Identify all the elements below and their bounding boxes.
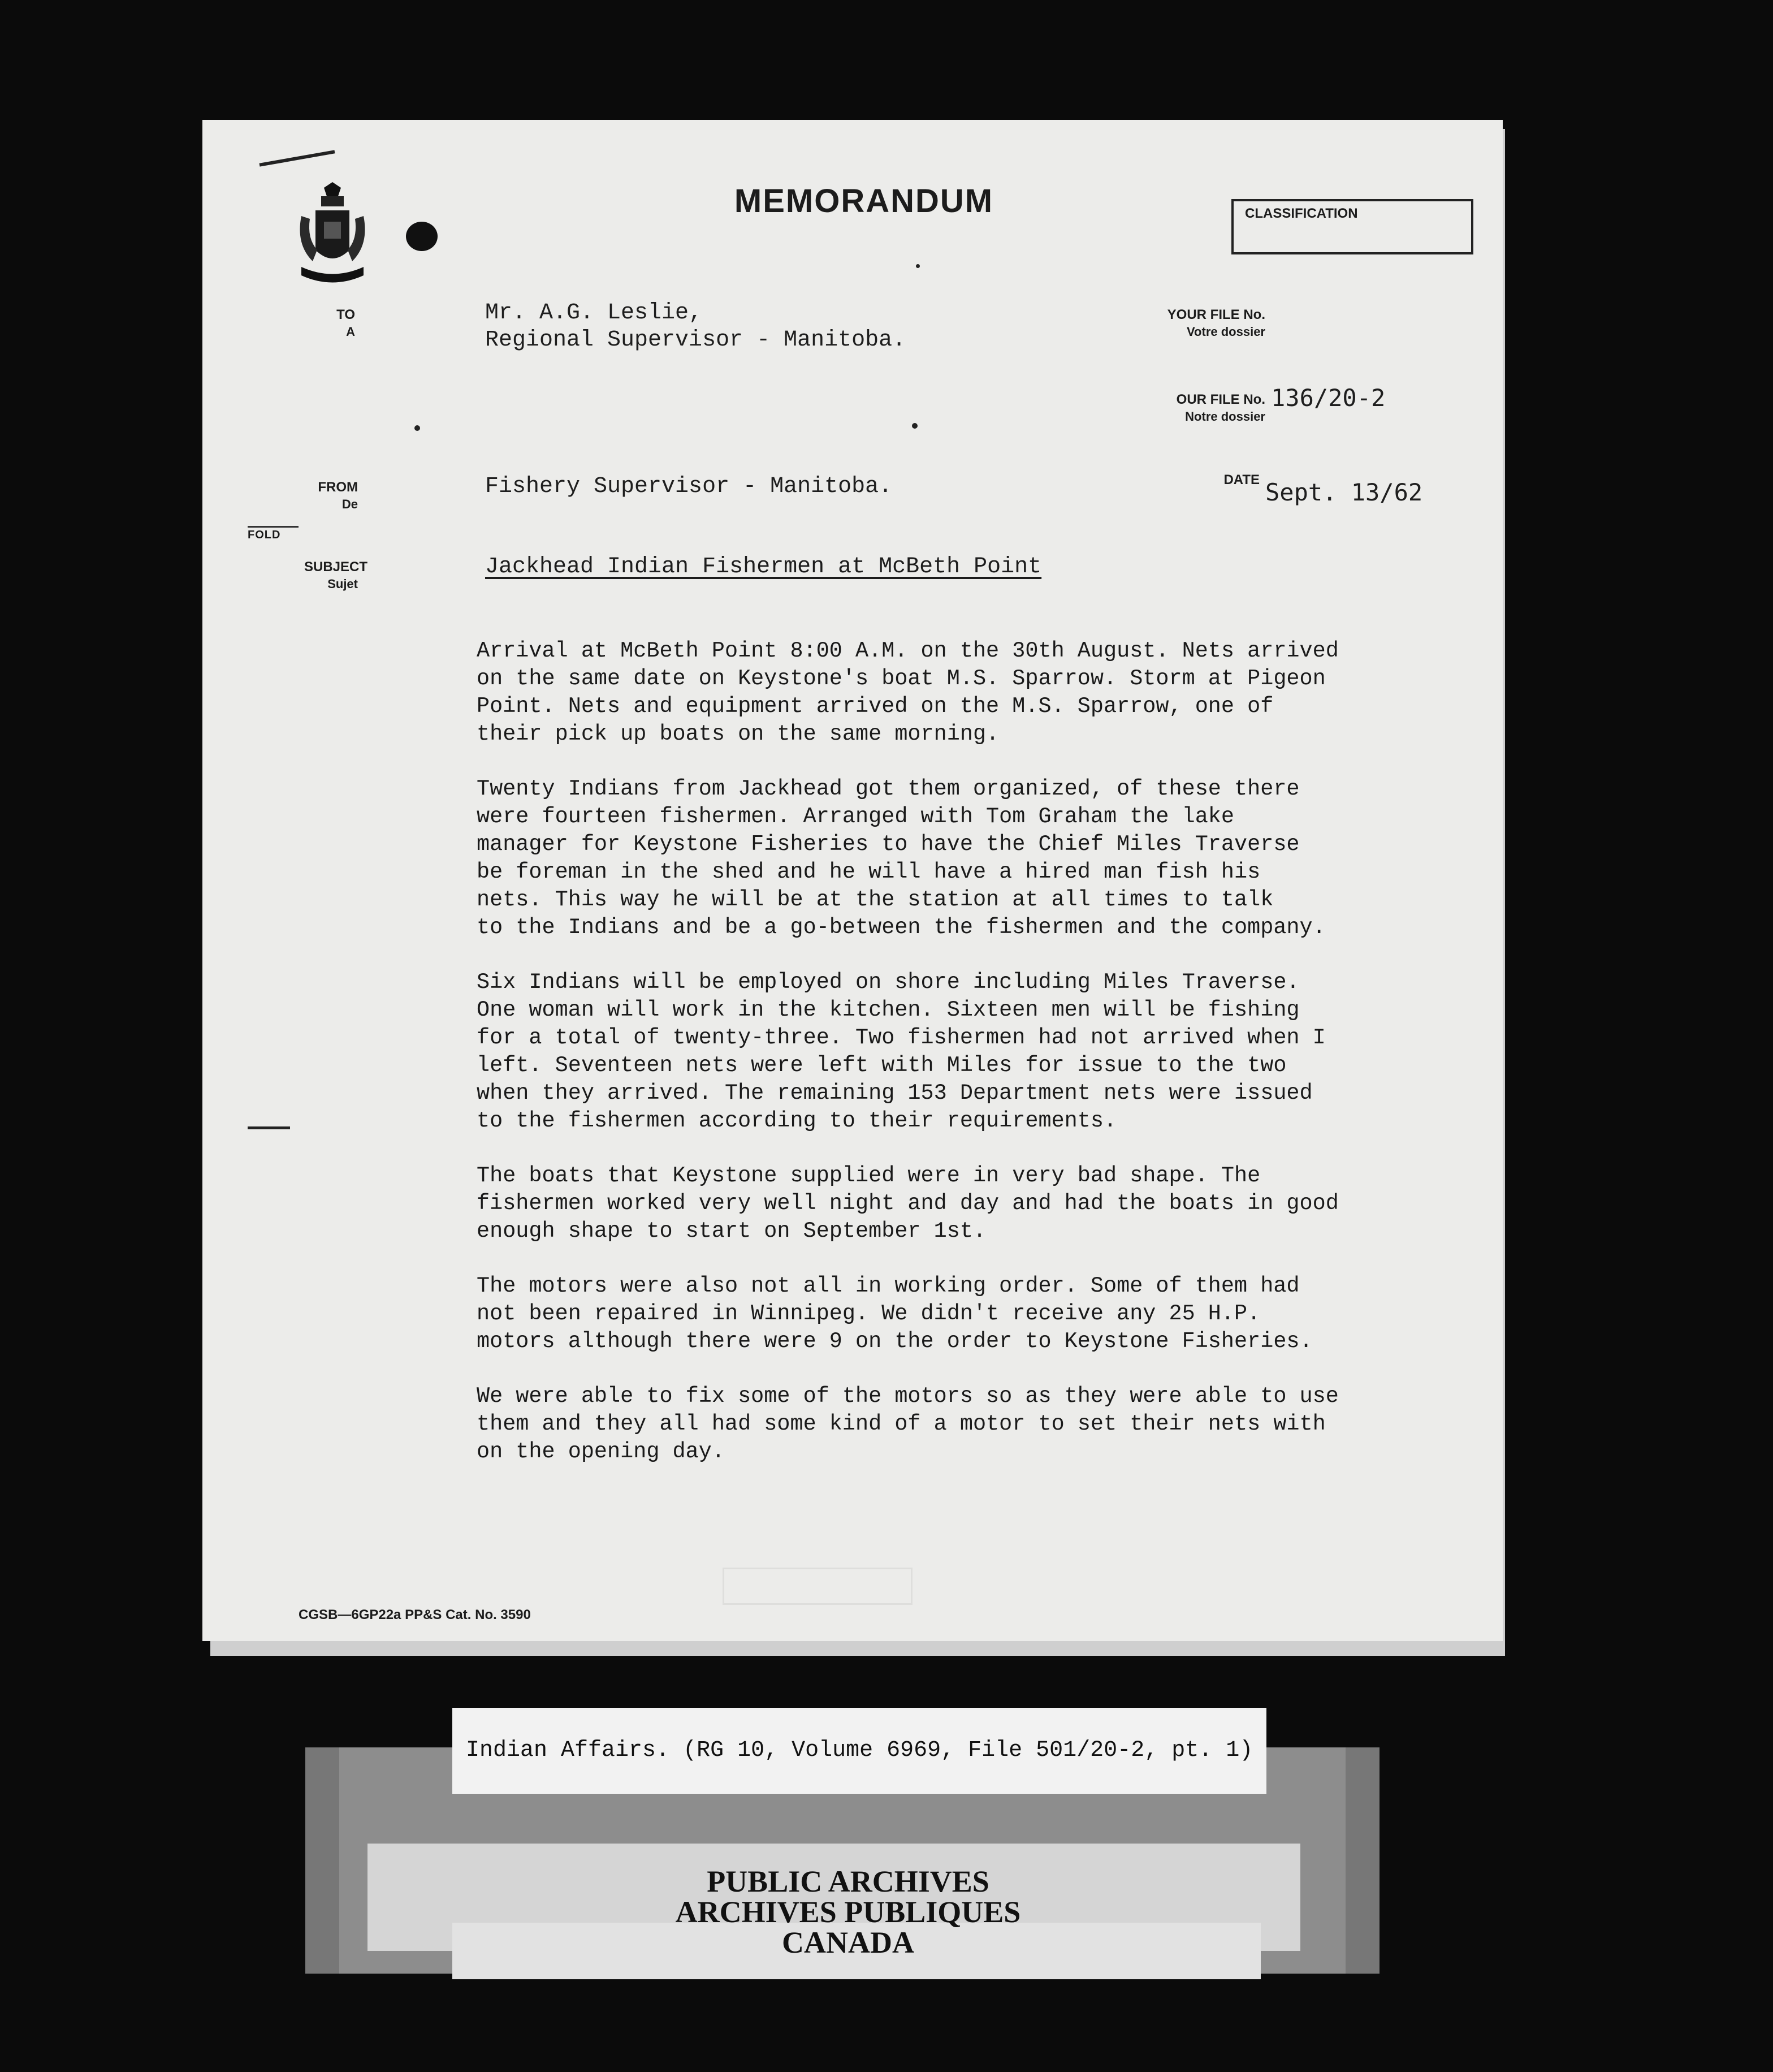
memo-body — [477, 637, 1438, 1493]
pen-mark — [248, 1126, 290, 1129]
archives-stamp — [565, 1866, 1131, 1958]
classification-box — [1231, 199, 1473, 254]
pen-mark — [260, 150, 335, 166]
ink-blot — [406, 222, 438, 251]
punch-dot — [916, 264, 920, 268]
archives-line: CANADA — [782, 1926, 914, 1959]
archives-line: PUBLIC ARCHIVES — [707, 1864, 989, 1898]
punch-dot — [414, 425, 420, 431]
archives-line: ARCHIVES PUBLIQUES — [675, 1895, 1021, 1929]
punch-dot — [912, 423, 918, 429]
body-paragraph: Six Indians will be employed on shore including Miles Traverse. One woman will work in the kitchen. Sixteen men will be fishing for a total of twenty-three. Two fishermen had not arrived when I left. Seventeen nets were left with Miles for issue to the two when they arrived. The remaining 153 Department nets were issued to the fishermen according to their requirements. — [477, 970, 1326, 1133]
from-value: Fishery Supervisor - Manitoba. — [485, 474, 893, 499]
to-label: TO A — [336, 307, 355, 339]
subject-line: Jackhead Indian Fishermen at McBeth Point — [485, 554, 1042, 580]
our-file-label: OUR FILE No. Notre dossier — [1176, 392, 1265, 424]
form-number: CGSB—6GP22a PP&S Cat. No. 3590 — [299, 1607, 531, 1622]
from-label: FROM De — [318, 480, 358, 511]
coat-of-arms-icon — [290, 182, 375, 295]
date-value: Sept. 13/62 — [1265, 478, 1423, 506]
body-paragraph: The boats that Keystone supplied were in very bad shape. The fishermen worked very well night and day and had the boats in good enough shape to start on September 1st. — [477, 1163, 1339, 1244]
body-paragraph: Arrival at McBeth Point 8:00 A.M. on the 30th August. Nets arrived on the same date on Keystone's boat M.S. Sparrow. Storm at Pigeon Point. Nets and equipment arrived on the M.S. Sparrow, one of their pick up boats on the same morning. — [477, 638, 1339, 746]
classification-label: CLASSIFICATION — [1245, 206, 1358, 221]
to-name: Mr. A.G. Leslie, — [485, 300, 703, 326]
date-label: DATE — [1223, 472, 1260, 487]
faded-stamp — [723, 1568, 913, 1605]
your-file-label: YOUR FILE No. Votre dossier — [1167, 307, 1265, 339]
subject-label: SUBJECT Sujet — [304, 559, 368, 591]
to-title: Regional Supervisor - Manitoba. — [485, 327, 906, 353]
fold-mark: FOLD — [248, 526, 299, 542]
our-file-number: 136/20-2 — [1271, 384, 1386, 412]
body-paragraph: We were able to fix some of the motors so as they were able to use them and they all had some kind of a motor to set their nets with on the opening day. — [477, 1384, 1339, 1464]
card-edge — [305, 1747, 339, 1974]
body-paragraph: Twenty Indians from Jackhead got them organized, of these there were fourteen fishermen. Arranged with Tom Graham the lake manager for Keystone Fisheries to have the Chief Miles Traverse be foreman in the shed and he will have a hired man fish his nets. This way he will be at the station at all times to talk to the Indians and be a go-between the fishermen and the company. — [477, 776, 1326, 940]
body-paragraph: The motors were also not all in working order. Some of them had not been repaired in Winnipeg. We didn't receive any 25 H.P. motors although there were 9 on the order to Keystone Fisheries. — [477, 1274, 1313, 1354]
archive-reference-label: Indian Affairs. (RG 10, Volume 6969, File 501/20-2, pt. 1) — [452, 1708, 1266, 1794]
memo-title: MEMORANDUM — [734, 183, 994, 219]
memo-page — [202, 120, 1503, 1641]
card-edge — [1346, 1747, 1380, 1974]
